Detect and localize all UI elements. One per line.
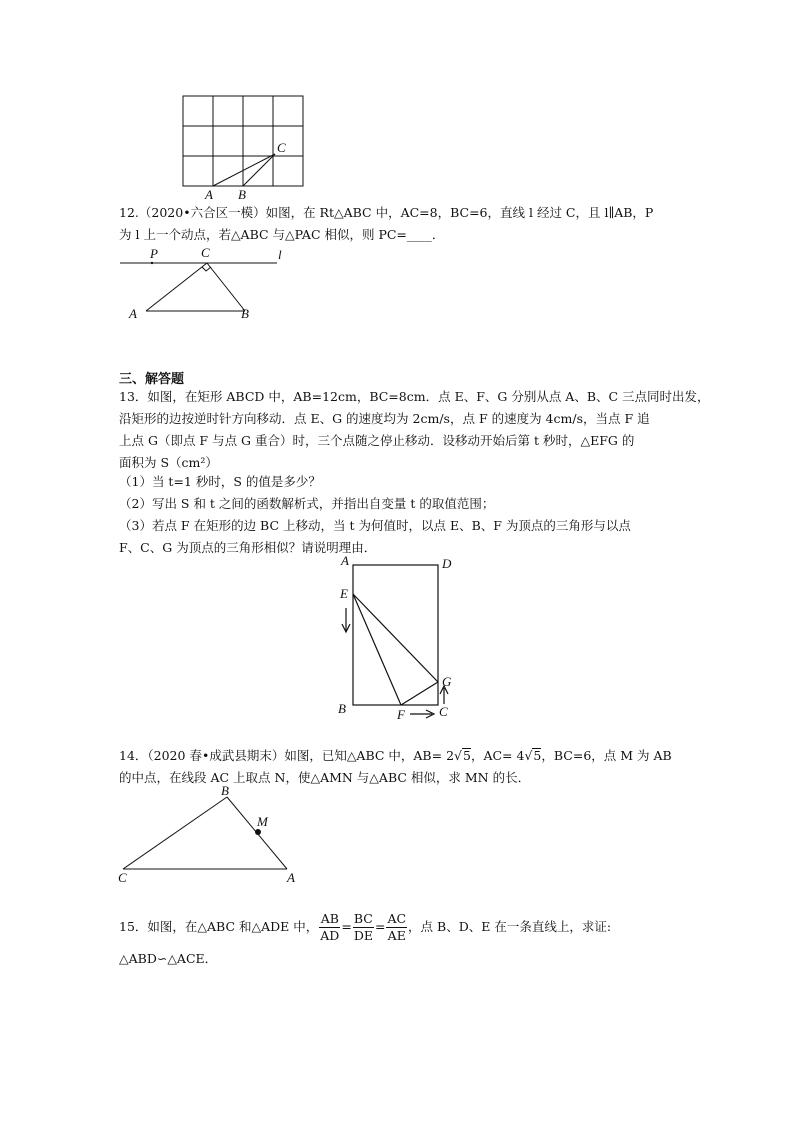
q13-line-8: F、C、G 为顶点的三角形相似？请说明理由． <box>119 540 377 555</box>
q15-equals-2: = <box>374 919 386 934</box>
q13-line-5: （1）当 t=1 秒时，S 的值是多少？ <box>119 474 321 489</box>
q14-label-c: C <box>118 870 127 885</box>
q15-fraction-3-den: AE <box>387 928 406 943</box>
q13-line-2: 沿矩形的边按逆时针方向移动．点 E、G 的速度均为 2cm/s，点 F 的速度为 4cm/s，当点 F 追 <box>119 411 650 426</box>
q15-line-1 <box>119 909 611 945</box>
q13-line-3: 上点 G（即点 F 与点 G 重合）时，三个点随之停止移动．设移动开始后第 t 秒时，△EFG 的 <box>119 433 635 448</box>
q15-fraction-1-den: AD <box>320 928 340 943</box>
q14-label-b: B <box>221 783 229 798</box>
q12-triangle-figure <box>115 244 295 326</box>
q14-line-1 <box>119 745 672 766</box>
q13-label-e: E <box>340 586 348 601</box>
q15-fraction-3-num: AC <box>387 911 407 926</box>
q13-label-g: G <box>442 674 452 689</box>
q15-line-2: △ABD∽△ACE． <box>119 951 218 966</box>
q15-post: ，点 B、D、E 在一条直线上，求证: <box>408 919 612 934</box>
q13-line-6: （2）写出 S 和 t 之间的函数解析式，并指出自变量 t 的取值范围； <box>119 496 495 511</box>
q15-fraction-2-num: BC <box>353 911 373 926</box>
q11-label-c: C <box>277 140 286 155</box>
q13-line-1: 13．如图，在矩形 ABCD 中，AB=12cm，BC=8cm．点 E、F、G 分别从点 A、B、C 三点同时出发， <box>119 389 710 404</box>
q12-label-l: l <box>278 247 282 262</box>
q15-fraction-2-den: DE <box>353 928 373 943</box>
q11-grid-figure <box>170 88 320 203</box>
q13-label-c: C <box>439 704 448 719</box>
q14-line-1-pre: 14．（2020 春•成武县期末）如图，已知△ABC 中，AB= 2 <box>119 748 455 763</box>
q15-fraction-1-num: AB <box>320 911 339 926</box>
q14-sqrt-sign-2: √ <box>524 748 533 763</box>
q14-label-m: M <box>257 814 268 829</box>
q12-line-2: 为 l 上一个动点，若△ABC 与△PAC 相似，则 PC=____． <box>119 227 445 242</box>
q14-line-1-mid: ，AC= 4 <box>470 748 525 763</box>
q14-line-2: 的中点，在线段 AC 上取点 N，使△AMN 与△ABC 相似，求 MN 的长． <box>119 770 531 785</box>
q13-label-a: A <box>341 553 349 568</box>
q14-sqrt-ab: 5 <box>463 748 471 763</box>
q13-label-d: D <box>442 556 452 571</box>
q11-label-b: B <box>238 187 246 202</box>
q15-fraction-ac-ae <box>386 911 407 944</box>
q15-fraction-bc-de <box>353 911 374 944</box>
q14-sqrt-sign: √ <box>454 748 462 763</box>
q15-fraction-ab-ad <box>319 911 340 944</box>
q14-triangle-figure <box>112 782 307 886</box>
q12-label-p: P <box>150 246 158 261</box>
q13-label-b: B <box>338 701 346 716</box>
q13-line-4: 面积为 S（cm²） <box>119 455 218 470</box>
q12-line-1: 12.（2020•六合区一模）如图，在 Rt△ABC 中，AC=8，BC=6，直线 l 经过 C，且 l∥AB，P <box>119 205 654 220</box>
q11-label-a: A <box>205 187 213 202</box>
q15-equals-1: = <box>341 919 352 934</box>
q14-sqrt-ac: 5 <box>533 748 542 763</box>
q13-label-f: F <box>397 707 405 722</box>
q13-rectangle-figure <box>330 552 460 724</box>
section-title: 三、解答题 <box>119 372 185 387</box>
q12-label-b: B <box>241 306 249 321</box>
q14-label-a: A <box>287 870 295 885</box>
q13-line-7: （3）若点 F 在矩形的边 BC 上移动，当 t 为何值时，以点 E、B、F 为顶点的三角形与以点 <box>119 518 631 533</box>
q14-line-1-post: ，BC=6，点 M 为 AB <box>541 748 672 763</box>
q12-label-c: C <box>201 245 210 260</box>
q12-label-a: A <box>129 306 137 321</box>
q15-pre: 15．如图，在△ABC 和△ADE 中， <box>119 919 319 934</box>
